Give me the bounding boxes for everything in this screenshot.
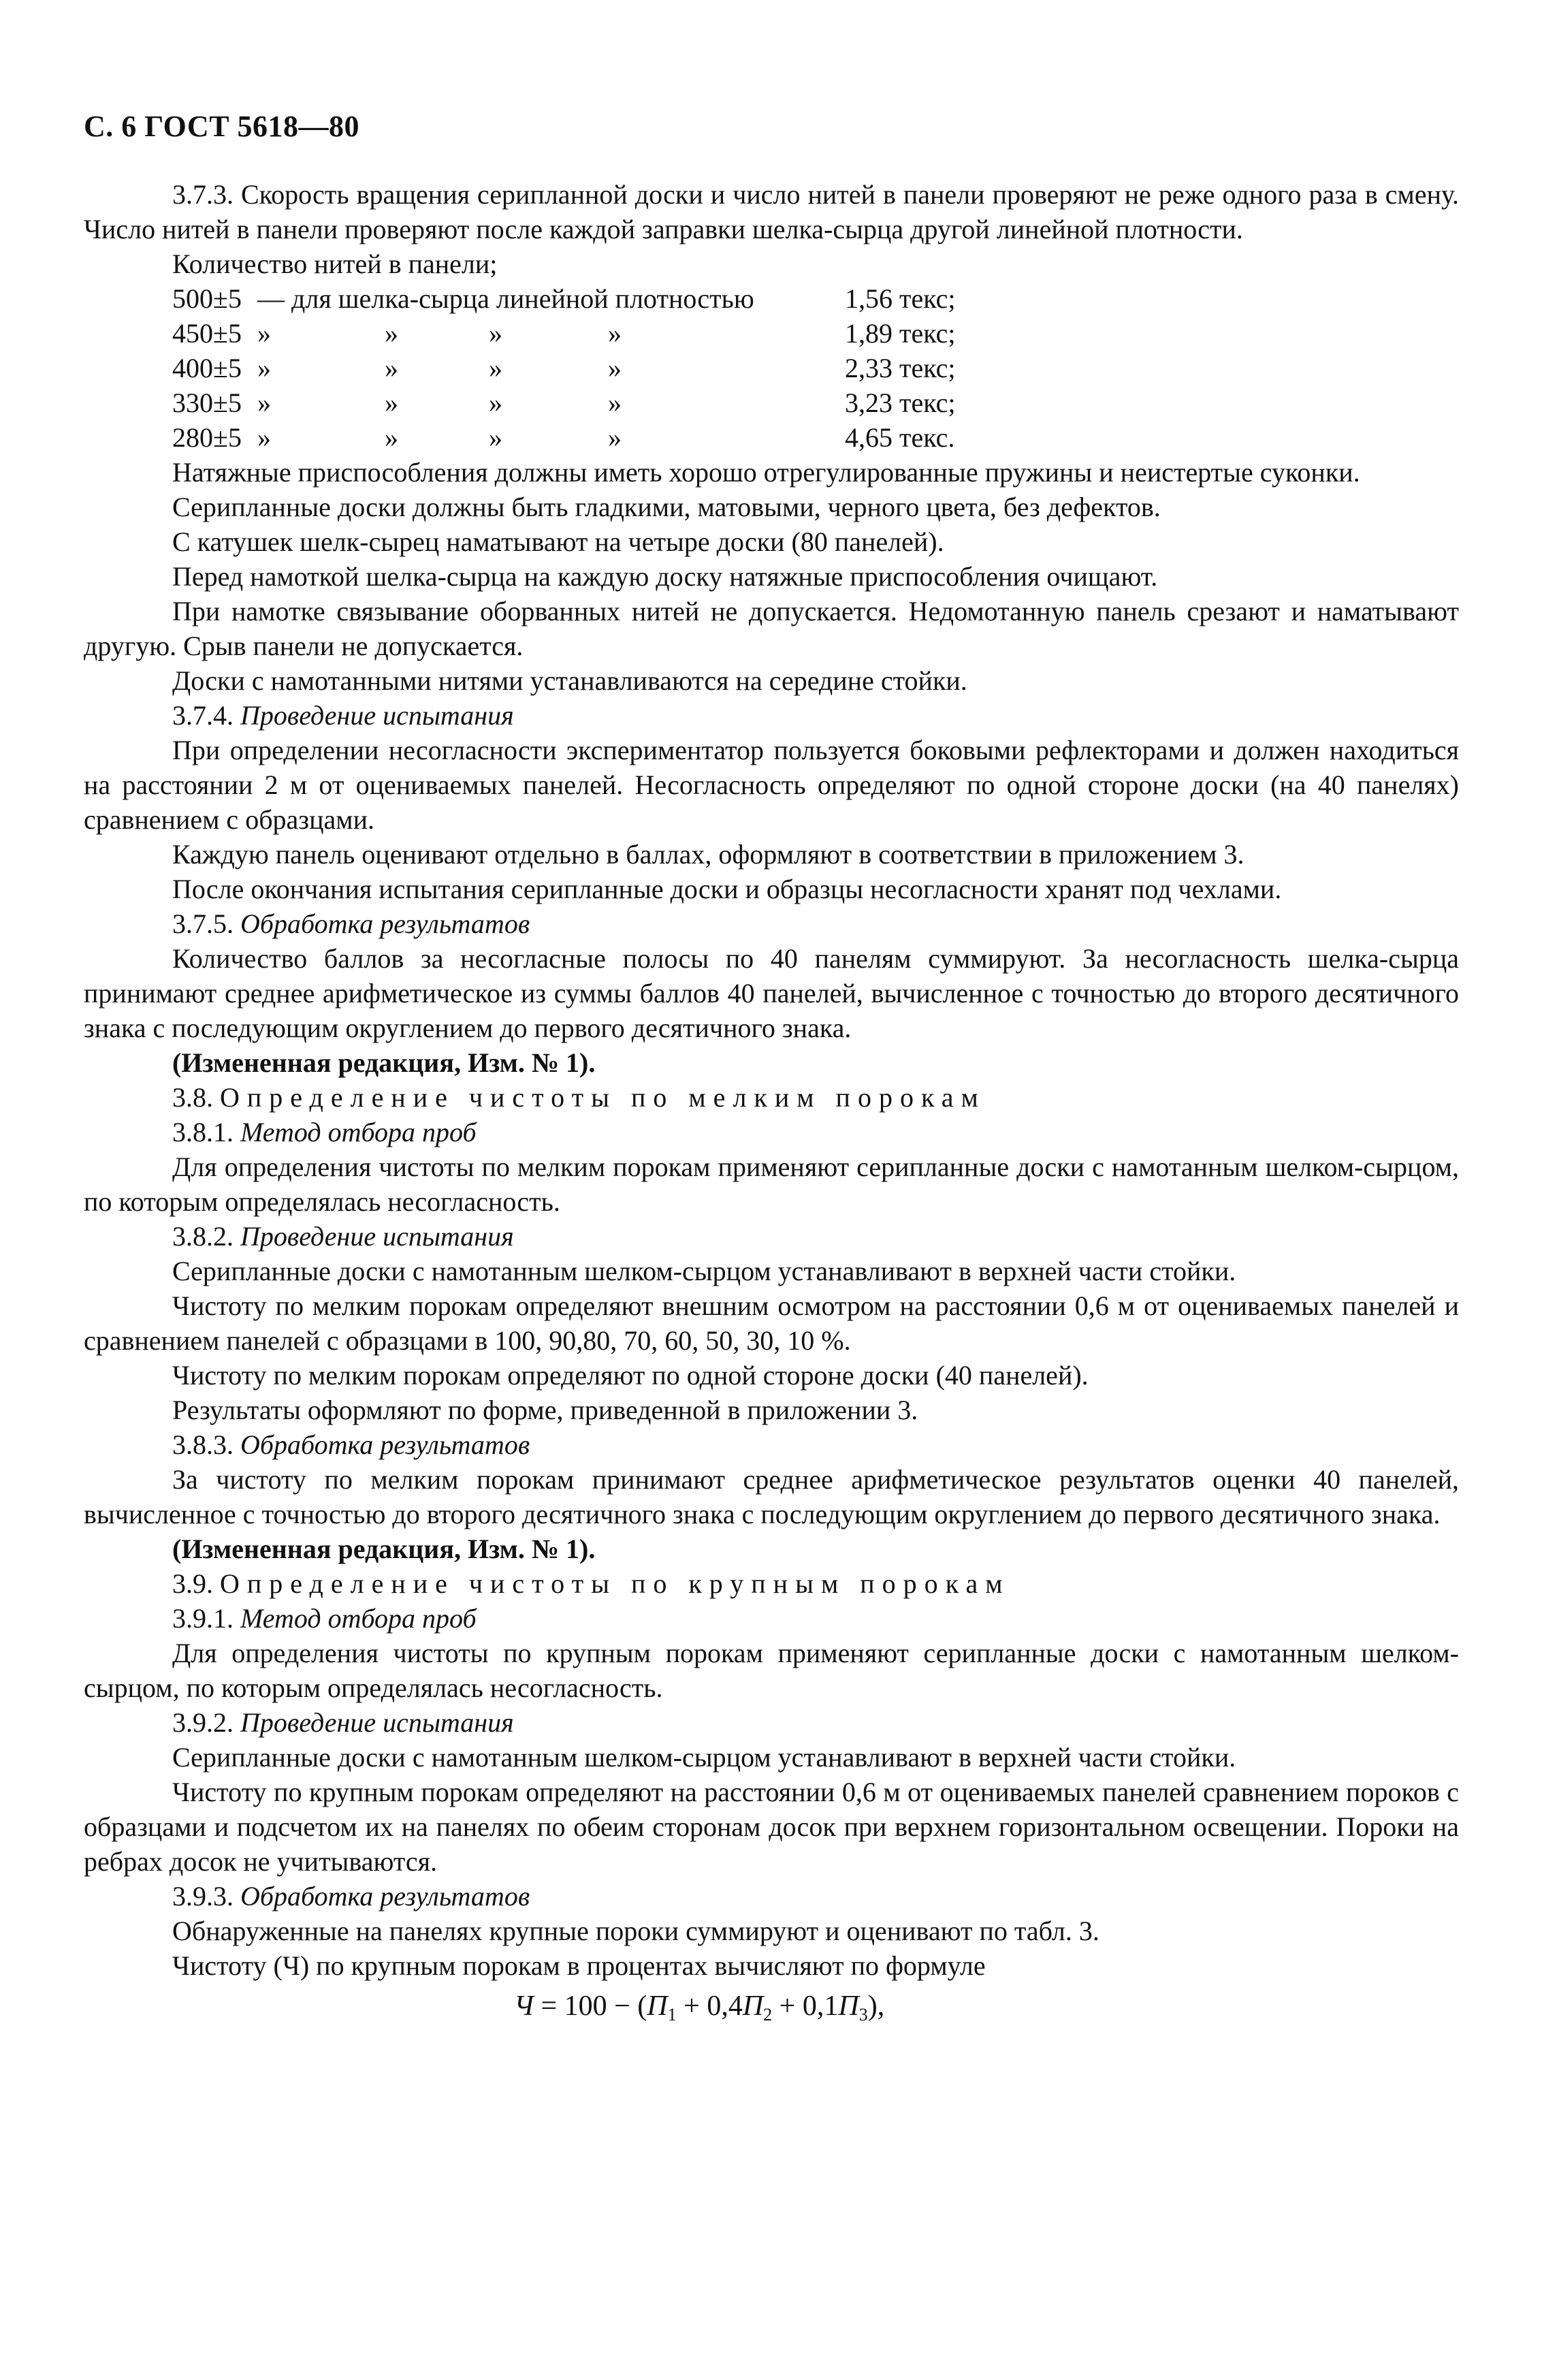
section-heading-3-9 [84,1566,1459,1601]
section-number: 3.8.2. [172,1221,234,1252]
paragraph-winding: При намотке связывание оборванных нитей не допускается. Недомотанную панель срезают и наматывают другую. Срыв панели не допускается. [84,596,1459,661]
formula-subscript: 2 [763,2005,773,2025]
paragraph-formula-intro: Чистоту (Ч) по крупным порокам в процентах вычисляют по формуле [172,1950,986,1981]
thread-count-row [172,316,1459,351]
ditto-mark: » [489,387,502,418]
formula-term: П [647,1990,668,2022]
formula-term: П [742,1990,764,2022]
ditto-mark: » [385,387,398,418]
section-heading-3-9-1 [84,1601,1459,1636]
thread-tex: 4,65 текс. [845,422,955,453]
section-heading-3-7-5 [84,906,1459,941]
section-heading-3-8-3 [84,1427,1459,1462]
section-number: 3.9.1. [172,1603,234,1634]
ditto-mark: » [608,353,622,383]
ditto-mark: » [257,318,271,349]
section-heading-3-7-4 [84,698,1459,733]
formula-part: ), [867,1990,885,2022]
section-number: 3.8. [172,1082,213,1113]
section-title: Проведение испытания [240,700,514,731]
section-heading-3-9-2 [84,1705,1459,1740]
thread-count-row [172,385,1459,420]
paragraph-thread-count: Количество нитей в панели; [172,249,498,279]
section-title: Метод отбора проб [240,1603,477,1634]
thread-tex: 2,33 текс; [845,353,956,383]
paragraph-large-defects-inspection: Чистоту по крупным порокам определяют на расстоянии 0,6 м от оцениваемых панелей сравнением пороков с образцами и подсчетом их на панелях по обеим сторонам досок при верхнем горизонтальном освещении. Пороки на ребрах досок не учитываются. [84,1777,1459,1877]
paragraph-results-nonconformity: Количество баллов за несогласные полосы по 40 панелям суммируют. За несогласность шелка-сырца принимают среднее арифметическое из суммы баллов 40 панелей, вычисленное с точностью до второго десятичного знака с последующим округлением до первого десятичного знака. [84,943,1459,1043]
formula-subscript: 3 [858,2005,868,2025]
ditto-mark: » [385,318,398,349]
paragraph-storage: После окончания испытания серипланные доски и образцы несогласности хранят под чехлами. [172,874,1282,904]
section-number: 3.9.2. [172,1707,234,1738]
paragraph-large-defects-sampling: Для определения чистоты по крупным порокам применяют серипланные доски с намотанным шелком-сырцом, по которым определялась несогласность. [84,1638,1459,1703]
ditto-mark: » [489,353,502,383]
section-number: 3.7.5. [172,908,234,939]
paragraph-bobbins: С катушек шелк-сырец наматывают на четыре доски (80 панелей). [172,526,944,557]
formula-lhs: Ч [514,1990,534,2022]
thread-tex: 1,89 текс; [845,318,956,349]
thread-value: 330±5 [172,387,242,418]
ditto-mark: » [385,422,398,453]
document-body [84,177,1459,2027]
thread-count-row [172,420,1459,455]
section-number: 3.8.3. [172,1429,234,1460]
formula-part: + 0,4 [676,1990,743,2022]
thread-count-row [172,351,1459,385]
paragraph-mounting: Доски с намотанными нитями устанавливаются на середине стойки. [172,665,967,696]
paragraph-small-defects-results: За чистоту по мелким порокам принимают среднее арифметическое результатов оценки 40 панелей, вычисленное с точностью до второго десятичного знака с последующим округлением до первого десятичного знака. [84,1464,1459,1529]
section-number: 3.8.1. [172,1117,234,1147]
paragraph-small-defects-mount: Серипланные доски с намотанным шелком-сырцом устанавливают в верхней части стойки. [172,1256,1236,1286]
section-title: Определение чистоты по мелким порокам [220,1082,986,1113]
paragraph-boards: Серипланные доски должны быть гладкими, матовыми, черного цвета, без дефектов. [172,492,1161,522]
thread-tex: 1,56 текс; [845,283,956,314]
section-title: Обработка результатов [240,908,530,939]
thread-value: 450±5 [172,318,242,349]
page-header: С. 6 ГОСТ 5618—80 [84,110,360,143]
ditto-mark: » [257,353,271,383]
thread-tex: 3,23 текс; [845,387,956,418]
section-heading-3-8 [84,1080,1459,1115]
paragraph-tensioners: Натяжные приспособления должны иметь хорошо отрегулированные пружины и неистертые суконки. [172,457,1360,488]
ditto-mark: » [257,387,271,418]
thread-value: 500±5 [172,283,242,314]
thread-value: 400±5 [172,353,242,383]
ditto-mark: » [608,422,622,453]
ditto-mark: » [489,318,502,349]
paragraph-large-defects-mount: Серипланные доски с намотанным шелком-сырцом устанавливают в верхней части стойки. [172,1742,1236,1773]
paragraph-3-7-3: 3.7.3. Скорость вращения серипланной доски и число нитей в панели проверяют не реже одного раза в смену. Число нитей в панели проверяют после каждой заправки шелка-сырца другой линейной плотности. [84,179,1459,244]
section-title: Проведение испытания [240,1221,514,1252]
ditto-mark: » [608,318,622,349]
amendment-note: (Измененная редакция, Изм. № 1). [172,1534,596,1564]
formula-part: = 100 − ( [533,1990,647,2022]
section-heading-3-8-1 [84,1115,1459,1149]
formula-subscript: 1 [667,2005,677,2025]
paragraph-cleaning: Перед намоткой шелка-сырца на каждую доску натяжные приспособления очищают. [172,561,1158,592]
section-heading-3-8-2 [84,1219,1459,1254]
paragraph-small-defects-form: Результаты оформляют по форме, приведенной в приложении 3. [172,1395,918,1425]
paragraph-small-defects-side: Чистоту по мелким порокам определяют по одной стороне доски (40 панелей). [172,1360,1089,1391]
thread-count-row [172,281,1459,316]
ditto-mark: » [385,353,398,383]
paragraph-large-defects-sum: Обнаруженные на панелях крупные пороки суммируют и оценивают по табл. 3. [172,1916,1099,1946]
thread-desc: — для шелка-сырца линейной плотностью [257,283,754,314]
thread-count-table [84,281,1459,455]
cleanliness-formula [84,1986,1459,2027]
section-title: Проведение испытания [240,1707,514,1738]
section-number: 3.9.3. [172,1881,234,1911]
section-title: Обработка результатов [240,1429,530,1460]
section-title: Обработка результатов [240,1881,530,1911]
ditto-mark: » [608,387,622,418]
section-title: Определение чистоты по крупным порокам [220,1568,1010,1599]
ditto-mark: » [489,422,502,453]
amendment-note: (Измененная редакция, Изм. № 1). [172,1047,596,1078]
paragraph-small-defects-sampling: Для определения чистоты по мелким порокам применяют серипланные доски с намотанным шелком-сырцом, по которым определялась несогласность. [84,1152,1459,1217]
section-number: 3.7.4. [172,700,234,731]
section-heading-3-9-3 [84,1879,1459,1914]
paragraph-scoring: Каждую панель оценивают отдельно в баллах, оформляют в соответствии в приложением 3. [172,839,1244,870]
paragraph-small-defects-inspection: Чистоту по мелким порокам определяют внешним осмотром на расстоянии 0,6 м от оцениваемых панелей и сравнением панелей с образцами в 100, 90,80, 70, 60, 50, 30, 10 %. [84,1290,1459,1356]
section-title: Метод отбора проб [240,1117,477,1147]
ditto-mark: » [257,422,271,453]
formula-part: + 0,1 [772,1990,839,2022]
thread-value: 280±5 [172,422,242,453]
formula-term: П [838,1990,859,2022]
paragraph-evaluation: При определении несогласности экспериментатор пользуется боковыми рефлекторами и должен находиться на расстоянии 2 м от оцениваемых панелей. Несогласность определяют по одной стороне доски (на 40 панелях) сравнением с образцами. [84,735,1459,835]
section-number: 3.9. [172,1568,213,1599]
